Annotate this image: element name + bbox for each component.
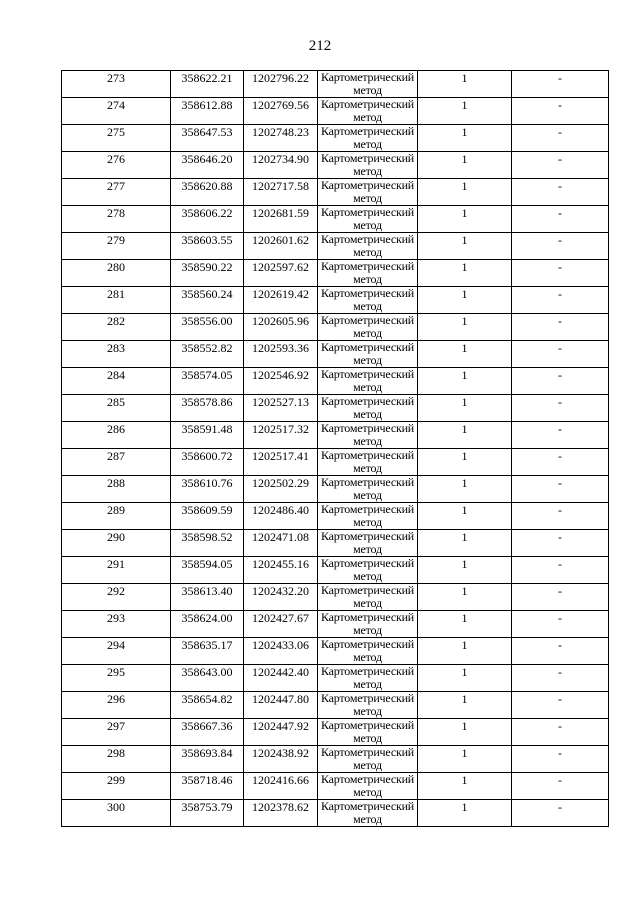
note-cell: -: [512, 341, 609, 368]
point-number-cell: 285: [62, 395, 171, 422]
method-cell: Картометрический метод: [318, 152, 418, 179]
accuracy-cell: 1: [418, 503, 512, 530]
x-coordinate-cell: 358693.84: [171, 746, 244, 773]
note-cell: -: [512, 665, 609, 692]
y-coordinate-cell: 1202427.67: [244, 611, 318, 638]
table-row: [62, 746, 609, 773]
table-row: [62, 449, 609, 476]
y-coordinate-cell: 1202681.59: [244, 206, 318, 233]
x-coordinate-cell: 358610.76: [171, 476, 244, 503]
x-coordinate-cell: 358753.79: [171, 800, 244, 827]
table-row: [62, 692, 609, 719]
y-coordinate-cell: 1202597.62: [244, 260, 318, 287]
y-coordinate-cell: 1202486.40: [244, 503, 318, 530]
y-coordinate-cell: 1202378.62: [244, 800, 318, 827]
method-cell: Картометрический метод: [318, 287, 418, 314]
note-cell: -: [512, 98, 609, 125]
x-coordinate-cell: 358654.82: [171, 692, 244, 719]
method-cell: Картометрический метод: [318, 584, 418, 611]
point-number-cell: 290: [62, 530, 171, 557]
method-cell: Картометрический метод: [318, 98, 418, 125]
method-cell: Картометрический метод: [318, 395, 418, 422]
point-number-cell: 300: [62, 800, 171, 827]
y-coordinate-cell: 1202447.80: [244, 692, 318, 719]
method-cell: Картометрический метод: [318, 557, 418, 584]
method-cell: Картометрический метод: [318, 233, 418, 260]
note-cell: -: [512, 314, 609, 341]
accuracy-cell: 1: [418, 638, 512, 665]
note-cell: -: [512, 611, 609, 638]
x-coordinate-cell: 358591.48: [171, 422, 244, 449]
table-row: [62, 179, 609, 206]
y-coordinate-cell: 1202796.22: [244, 71, 318, 98]
table-row: [62, 476, 609, 503]
method-cell: Картометрический метод: [318, 476, 418, 503]
x-coordinate-cell: 358646.20: [171, 152, 244, 179]
y-coordinate-cell: 1202734.90: [244, 152, 318, 179]
y-coordinate-cell: 1202517.32: [244, 422, 318, 449]
point-number-cell: 287: [62, 449, 171, 476]
method-cell: Картометрический метод: [318, 638, 418, 665]
x-coordinate-cell: 358624.00: [171, 611, 244, 638]
table-row: [62, 530, 609, 557]
table-row: [62, 287, 609, 314]
note-cell: -: [512, 233, 609, 260]
accuracy-cell: 1: [418, 611, 512, 638]
note-cell: -: [512, 125, 609, 152]
method-cell: Картометрический метод: [318, 503, 418, 530]
point-number-cell: 279: [62, 233, 171, 260]
table-row: [62, 665, 609, 692]
x-coordinate-cell: 358635.17: [171, 638, 244, 665]
note-cell: -: [512, 368, 609, 395]
note-cell: -: [512, 179, 609, 206]
accuracy-cell: 1: [418, 746, 512, 773]
y-coordinate-cell: 1202619.42: [244, 287, 318, 314]
point-number-cell: 298: [62, 746, 171, 773]
x-coordinate-cell: 358643.00: [171, 665, 244, 692]
y-coordinate-cell: 1202416.66: [244, 773, 318, 800]
table-row: [62, 98, 609, 125]
note-cell: -: [512, 476, 609, 503]
accuracy-cell: 1: [418, 557, 512, 584]
y-coordinate-cell: 1202593.36: [244, 341, 318, 368]
note-cell: -: [512, 71, 609, 98]
y-coordinate-cell: 1202502.29: [244, 476, 318, 503]
note-cell: -: [512, 503, 609, 530]
method-cell: Картометрический метод: [318, 800, 418, 827]
coordinates-table: [61, 70, 609, 827]
method-cell: Картометрический метод: [318, 125, 418, 152]
accuracy-cell: 1: [418, 287, 512, 314]
point-number-cell: 294: [62, 638, 171, 665]
accuracy-cell: 1: [418, 179, 512, 206]
point-number-cell: 273: [62, 71, 171, 98]
table-row: [62, 584, 609, 611]
note-cell: -: [512, 800, 609, 827]
point-number-cell: 291: [62, 557, 171, 584]
note-cell: -: [512, 530, 609, 557]
x-coordinate-cell: 358718.46: [171, 773, 244, 800]
method-cell: Картометрический метод: [318, 449, 418, 476]
point-number-cell: 282: [62, 314, 171, 341]
point-number-cell: 274: [62, 98, 171, 125]
accuracy-cell: 1: [418, 530, 512, 557]
method-cell: Картометрический метод: [318, 341, 418, 368]
y-coordinate-cell: 1202433.06: [244, 638, 318, 665]
method-cell: Картометрический метод: [318, 206, 418, 233]
x-coordinate-cell: 358600.72: [171, 449, 244, 476]
table-row: [62, 206, 609, 233]
table-row: [62, 152, 609, 179]
y-coordinate-cell: 1202748.23: [244, 125, 318, 152]
table-row: [62, 368, 609, 395]
accuracy-cell: 1: [418, 719, 512, 746]
table-row: [62, 557, 609, 584]
note-cell: -: [512, 638, 609, 665]
method-cell: Картометрический метод: [318, 71, 418, 98]
note-cell: -: [512, 449, 609, 476]
note-cell: -: [512, 773, 609, 800]
x-coordinate-cell: 358647.53: [171, 125, 244, 152]
x-coordinate-cell: 358613.40: [171, 584, 244, 611]
accuracy-cell: 1: [418, 449, 512, 476]
method-cell: Картометрический метод: [318, 692, 418, 719]
method-cell: Картометрический метод: [318, 665, 418, 692]
note-cell: -: [512, 152, 609, 179]
note-cell: -: [512, 584, 609, 611]
point-number-cell: 284: [62, 368, 171, 395]
note-cell: -: [512, 395, 609, 422]
accuracy-cell: 1: [418, 584, 512, 611]
point-number-cell: 295: [62, 665, 171, 692]
y-coordinate-cell: 1202442.40: [244, 665, 318, 692]
accuracy-cell: 1: [418, 233, 512, 260]
point-number-cell: 278: [62, 206, 171, 233]
accuracy-cell: 1: [418, 152, 512, 179]
point-number-cell: 281: [62, 287, 171, 314]
table-row: [62, 314, 609, 341]
x-coordinate-cell: 358552.82: [171, 341, 244, 368]
method-cell: Картометрический метод: [318, 260, 418, 287]
coordinates-table-body: [62, 71, 609, 827]
x-coordinate-cell: 358603.55: [171, 233, 244, 260]
point-number-cell: 292: [62, 584, 171, 611]
accuracy-cell: 1: [418, 395, 512, 422]
point-number-cell: 297: [62, 719, 171, 746]
method-cell: Картометрический метод: [318, 611, 418, 638]
point-number-cell: 288: [62, 476, 171, 503]
x-coordinate-cell: 358598.52: [171, 530, 244, 557]
accuracy-cell: 1: [418, 341, 512, 368]
note-cell: -: [512, 719, 609, 746]
x-coordinate-cell: 358612.88: [171, 98, 244, 125]
table-row: [62, 71, 609, 98]
table-row: [62, 611, 609, 638]
note-cell: -: [512, 422, 609, 449]
table-row: [62, 125, 609, 152]
accuracy-cell: 1: [418, 206, 512, 233]
table-row: [62, 719, 609, 746]
accuracy-cell: 1: [418, 800, 512, 827]
accuracy-cell: 1: [418, 368, 512, 395]
x-coordinate-cell: 358622.21: [171, 71, 244, 98]
accuracy-cell: 1: [418, 314, 512, 341]
table-row: [62, 260, 609, 287]
method-cell: Картометрический метод: [318, 773, 418, 800]
accuracy-cell: 1: [418, 665, 512, 692]
y-coordinate-cell: 1202517.41: [244, 449, 318, 476]
x-coordinate-cell: 358556.00: [171, 314, 244, 341]
table-row: [62, 773, 609, 800]
point-number-cell: 275: [62, 125, 171, 152]
method-cell: Картометрический метод: [318, 422, 418, 449]
note-cell: -: [512, 287, 609, 314]
x-coordinate-cell: 358594.05: [171, 557, 244, 584]
x-coordinate-cell: 358578.86: [171, 395, 244, 422]
y-coordinate-cell: 1202455.16: [244, 557, 318, 584]
point-number-cell: 293: [62, 611, 171, 638]
y-coordinate-cell: 1202769.56: [244, 98, 318, 125]
table-row: [62, 395, 609, 422]
y-coordinate-cell: 1202546.92: [244, 368, 318, 395]
y-coordinate-cell: 1202432.20: [244, 584, 318, 611]
accuracy-cell: 1: [418, 773, 512, 800]
accuracy-cell: 1: [418, 422, 512, 449]
y-coordinate-cell: 1202471.08: [244, 530, 318, 557]
table-row: [62, 800, 609, 827]
y-coordinate-cell: 1202601.62: [244, 233, 318, 260]
accuracy-cell: 1: [418, 476, 512, 503]
x-coordinate-cell: 358609.59: [171, 503, 244, 530]
x-coordinate-cell: 358574.05: [171, 368, 244, 395]
note-cell: -: [512, 692, 609, 719]
note-cell: -: [512, 260, 609, 287]
method-cell: Картометрический метод: [318, 368, 418, 395]
y-coordinate-cell: 1202527.13: [244, 395, 318, 422]
point-number-cell: 286: [62, 422, 171, 449]
point-number-cell: 289: [62, 503, 171, 530]
point-number-cell: 276: [62, 152, 171, 179]
method-cell: Картометрический метод: [318, 746, 418, 773]
y-coordinate-cell: 1202605.96: [244, 314, 318, 341]
method-cell: Картометрический метод: [318, 179, 418, 206]
accuracy-cell: 1: [418, 125, 512, 152]
table-row: [62, 503, 609, 530]
point-number-cell: 299: [62, 773, 171, 800]
x-coordinate-cell: 358667.36: [171, 719, 244, 746]
x-coordinate-cell: 358590.22: [171, 260, 244, 287]
method-cell: Картометрический метод: [318, 719, 418, 746]
note-cell: -: [512, 746, 609, 773]
note-cell: -: [512, 557, 609, 584]
x-coordinate-cell: 358620.88: [171, 179, 244, 206]
note-cell: -: [512, 206, 609, 233]
point-number-cell: 296: [62, 692, 171, 719]
method-cell: Картометрический метод: [318, 314, 418, 341]
x-coordinate-cell: 358560.24: [171, 287, 244, 314]
table-row: [62, 341, 609, 368]
table-row: [62, 638, 609, 665]
accuracy-cell: 1: [418, 71, 512, 98]
y-coordinate-cell: 1202438.92: [244, 746, 318, 773]
page-number: 212: [308, 38, 332, 54]
accuracy-cell: 1: [418, 260, 512, 287]
point-number-cell: 277: [62, 179, 171, 206]
x-coordinate-cell: 358606.22: [171, 206, 244, 233]
table-row: [62, 422, 609, 449]
accuracy-cell: 1: [418, 692, 512, 719]
accuracy-cell: 1: [418, 98, 512, 125]
method-cell: Картометрический метод: [318, 530, 418, 557]
table-row: [62, 233, 609, 260]
point-number-cell: 280: [62, 260, 171, 287]
point-number-cell: 283: [62, 341, 171, 368]
y-coordinate-cell: 1202717.58: [244, 179, 318, 206]
y-coordinate-cell: 1202447.92: [244, 719, 318, 746]
